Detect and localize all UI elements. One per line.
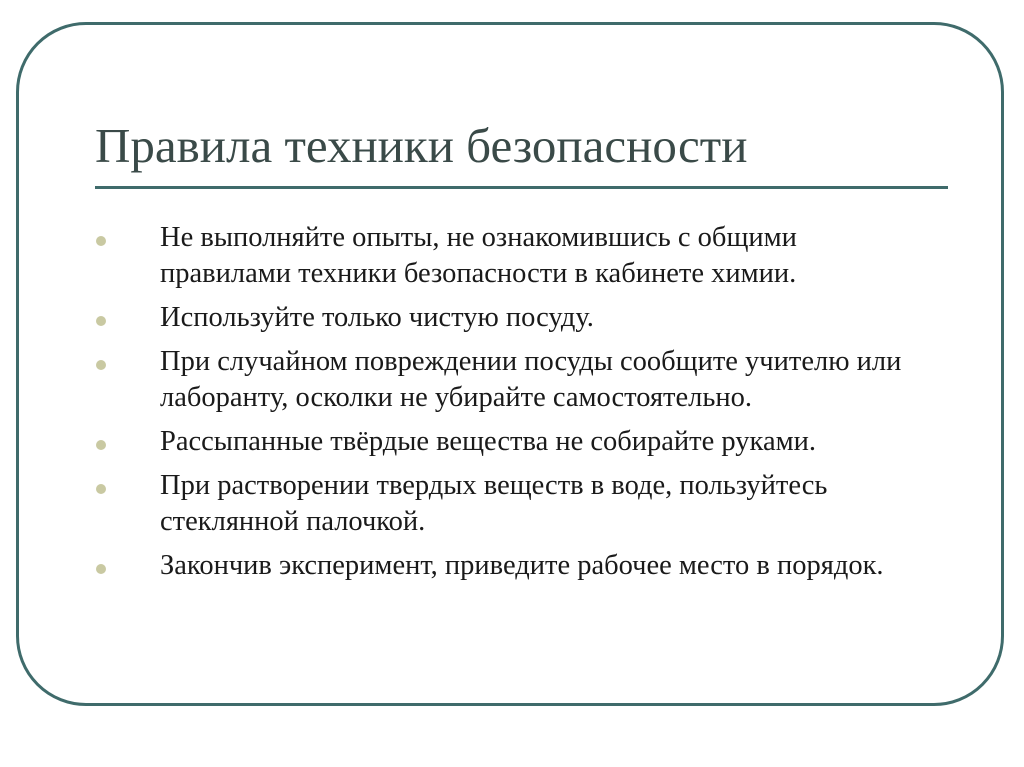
rule-text: При растворении твердых веществ в воде, пользуйтесь стеклянной палочкой.	[160, 470, 828, 537]
rule-item	[92, 220, 912, 292]
title-underline	[95, 186, 948, 189]
slide-title: Правила техники безопасности	[95, 118, 748, 173]
bullet-icon	[96, 316, 106, 326]
bullet-icon	[96, 360, 106, 370]
rule-text: Закончив эксперимент, приведите рабочее место в порядок.	[160, 550, 884, 581]
bullet-icon	[96, 564, 106, 574]
rule-item	[92, 548, 912, 584]
rule-text: При случайном повреждении посуды сообщите учителю или лаборанту, осколки не убирайте самостоятельно.	[160, 346, 902, 413]
bullet-icon	[96, 440, 106, 450]
rule-item	[92, 344, 912, 416]
rules-list	[92, 220, 912, 592]
bullet-icon	[96, 236, 106, 246]
rule-item	[92, 424, 912, 460]
rule-text: Рассыпанные твёрдые вещества не собирайте руками.	[160, 426, 817, 457]
bullet-icon	[96, 484, 106, 494]
rule-text: Используйте только чистую посуду.	[160, 302, 594, 333]
rule-item	[92, 300, 912, 336]
rule-text: Не выполняйте опыты, не ознакомившись с общими правилами техники безопасности в кабинете химии.	[160, 222, 797, 289]
rule-item	[92, 468, 912, 540]
